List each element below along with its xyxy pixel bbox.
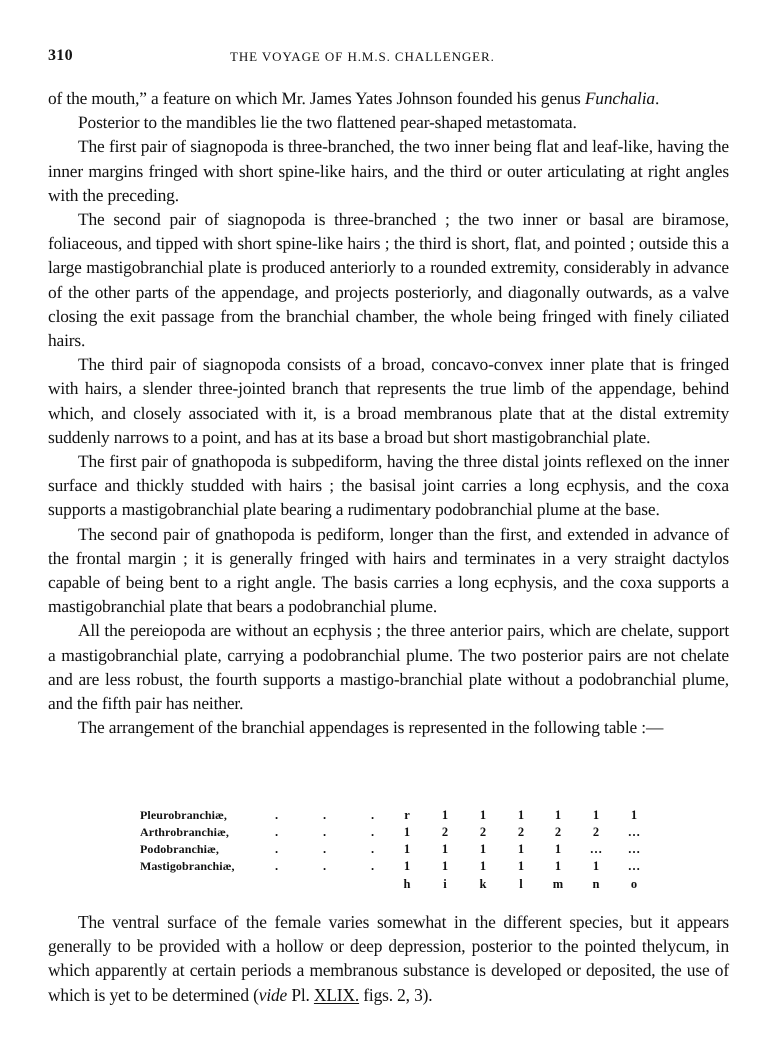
plate-number: XLIX.	[313, 984, 360, 1005]
row-label: Pleurobranchiæ,	[140, 808, 227, 822]
table-cell: 1	[403, 859, 411, 873]
paragraph-first-gnathopoda: The first pair of gnathopoda is subpediform, having the three distal joints reflexed on the inner surface and thickly studded with hairs ; the basisal joint carries a long ecphysis, and the coxa supports a mastigobranchial plate bearing a rudimentary podobranchial plume at the base.	[48, 451, 729, 520]
paragraph-pereiopoda: All the pereiopoda are without an ecphysis ; the three anterior pairs, which are chelate, support a mastigobranchial plate, carrying a podobranchial plume. The two posterior pairs are not chelate and are less robust, the fourth supports a mastigo-branchial plate without a podobranchial plume, and the fifth pair has neither.	[48, 620, 729, 714]
table-cell: 1	[554, 859, 562, 873]
table-cell: …	[627, 825, 641, 839]
table-cell: 2	[554, 825, 562, 839]
table-row	[48, 825, 729, 842]
leader-dot: .	[275, 825, 279, 839]
table-cell: 2	[592, 825, 600, 839]
paragraph-metastomata: Posterior to the mandibles lie the two flattened pear-shaped metastomata.	[78, 112, 577, 133]
paragraph-third-siagnopoda: The third pair of siagnopoda consists of a broad, concavo-convex inner plate that is fringed with hairs, a slender three-jointed branch that represents the true limb of the appendage, behind which, and closely associated with it, is a broad membranous plate that at the distal extremity suddenly narrows to a point, and has at its base a broad but short mastigobranchial plate.	[48, 354, 729, 447]
table-row	[48, 842, 729, 859]
table-cell: 1	[403, 842, 411, 856]
table-cell: …	[627, 859, 641, 873]
table-cell: 1	[517, 808, 525, 822]
table-cell: 1	[554, 808, 562, 822]
table-cell: 1	[403, 825, 411, 839]
vide-reference: vide	[258, 984, 288, 1005]
leader-dot: .	[275, 842, 279, 856]
page-number: 310	[48, 47, 73, 64]
column-letter: n	[592, 877, 600, 891]
row-label: Mastigobranchiæ,	[140, 859, 235, 873]
branchial-table	[48, 808, 729, 898]
table-cell: r	[404, 808, 410, 822]
leader-dot: .	[275, 808, 279, 822]
table-cell: 1	[441, 859, 449, 873]
figure-reference: figs. 2, 3).	[359, 984, 433, 1005]
running-head	[48, 47, 729, 67]
column-letter: m	[552, 877, 564, 891]
table-row	[48, 859, 729, 876]
table-cell: 1	[517, 859, 525, 873]
table-cell: 1	[441, 842, 449, 856]
table-cell: 1	[630, 808, 638, 822]
leader-dot: .	[323, 842, 327, 856]
paragraph-second-gnathopoda: The second pair of gnathopoda is pediform, longer than the first, and extended in advance of the frontal margin ; it is generally fringed with hairs and terminates in a very straight dactylos capable of being bent to a right angle. The basis carries a long ecphysis, and the coxa supports a mastigobranchial plate that bears a podobranchial plume.	[48, 523, 729, 617]
paragraph-table-intro: The arrangement of the branchial appendages is represented in the following table :—	[78, 717, 664, 738]
leader-dot: .	[371, 825, 375, 839]
column-letter: k	[479, 877, 487, 891]
table-cell: 2	[517, 825, 525, 839]
final-section	[48, 910, 729, 1007]
table-cell: …	[589, 842, 603, 856]
table-cell: 1	[554, 842, 562, 856]
table-row	[48, 808, 729, 825]
leader-dot: .	[323, 825, 327, 839]
leader-dot: .	[371, 859, 375, 873]
leader-dot: .	[323, 859, 327, 873]
paragraph-second-siagnopoda: The second pair of siagnopoda is three-branched ; the two inner or basal are biramose, foliaceous, and tipped with short spine-like hairs ; the third is short, flat, and pointed ; outside this a large mastigobranchial plate is produced anteriorly to a rounded extremity, considerably in advance of the other parts of the appendage, and projects posteriorly, and diagonally outwards, as a valve closing the exit passage from the branchial chamber, the whole being fringed with finely ciliated hairs.	[48, 209, 729, 351]
row-label: Arthrobranchiæ,	[140, 825, 229, 839]
table-cell: 1	[441, 808, 449, 822]
row-label: Podobranchiæ,	[140, 842, 219, 856]
running-title: THE VOYAGE OF H.M.S. CHALLENGER.	[230, 49, 495, 64]
paragraph-continuation	[48, 86, 729, 110]
paragraph-first-siagnopoda: The first pair of siagnopoda is three-branched, the two inner being flat and leaf-like, having the inner margins fringed with short spine-like hairs, and the third or outer articulating at right angles with the preceding.	[48, 136, 729, 205]
table-cell: 1	[479, 859, 487, 873]
body-text	[48, 86, 729, 739]
leader-dot: .	[275, 859, 279, 873]
leader-dot: .	[371, 808, 375, 822]
table-cell: 1	[479, 842, 487, 856]
column-letter: o	[630, 877, 638, 891]
table-cell: 1	[592, 859, 600, 873]
paragraph-text: of the mouth,” a feature on which Mr. James Yates Johnson founded his genus	[48, 88, 585, 108]
leader-dot: .	[323, 808, 327, 822]
table-cell: 2	[479, 825, 487, 839]
table-cell: 1	[479, 808, 487, 822]
genus-name: Funchalia	[584, 88, 655, 108]
column-letter: h	[403, 877, 411, 891]
table-cell: …	[627, 842, 641, 856]
table-cell: 1	[592, 808, 600, 822]
paragraph-text: .	[654, 88, 660, 108]
table-column-letters	[48, 877, 729, 894]
paragraph-ventral-surface	[48, 910, 729, 1007]
paragraph-text: The ventral surface of the female varies somewhat in the different species, but it appears generally to be provided with a hollow or deep depression, posterior to the pointed thelycum, in which apparently at certain periods a membranous substance is developed or deposited, the use of which is yet to be determined (	[48, 912, 729, 1005]
column-letter: i	[443, 877, 447, 891]
table-cell: 1	[517, 842, 525, 856]
leader-dot: .	[371, 842, 375, 856]
column-letter: l	[519, 877, 523, 891]
plate-prefix: Pl.	[287, 984, 314, 1005]
table-cell: 2	[441, 825, 449, 839]
